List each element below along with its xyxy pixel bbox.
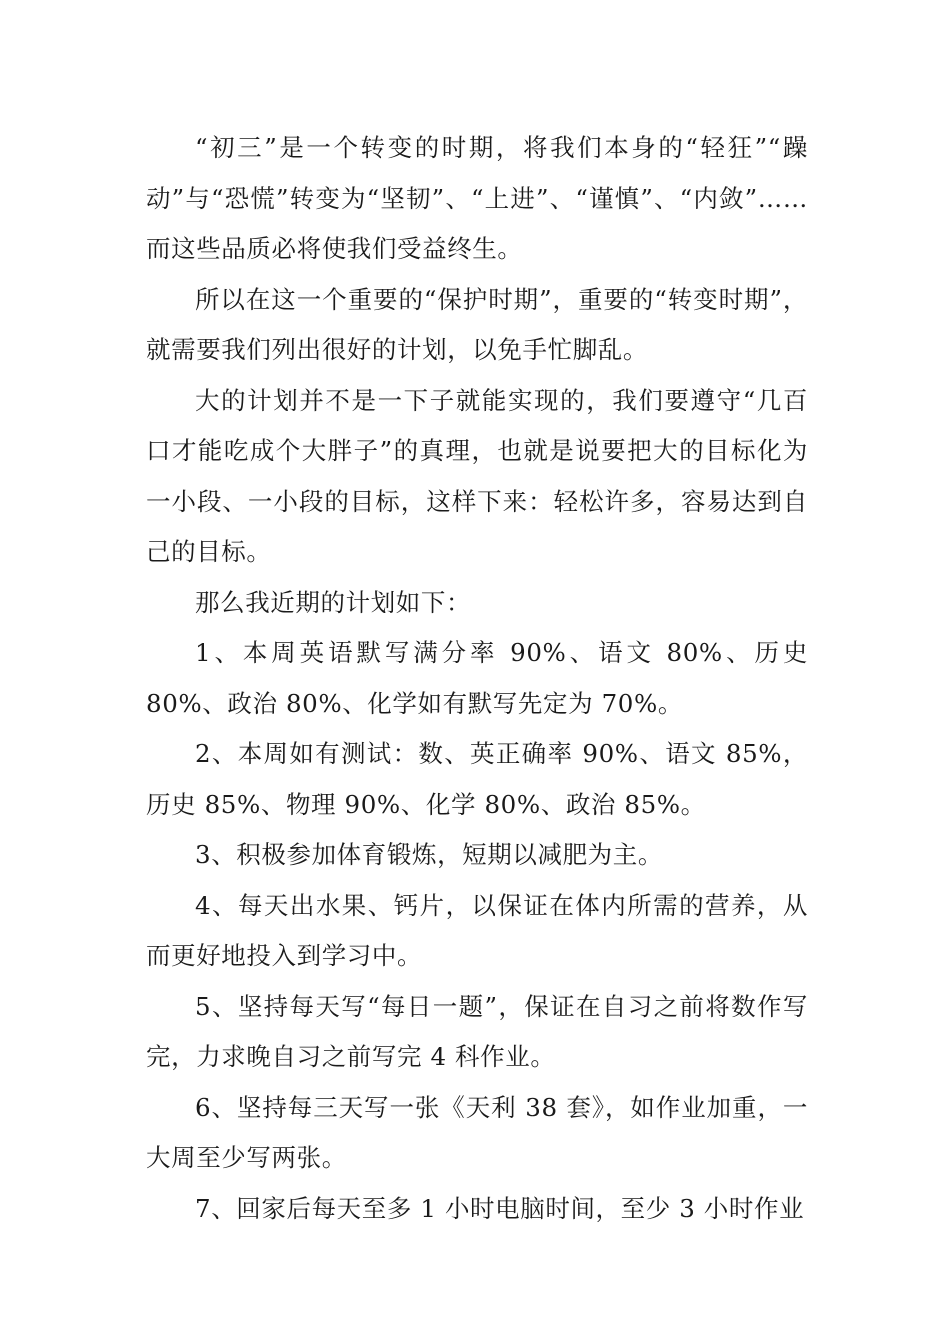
paragraph-protection-period: 所以在这一个重要的“保护时期”，重要的“转变时期”，就需要我们列出很好的计划，以免手忙脚乱。 <box>146 284 808 364</box>
paragraph-intro: “初三”是一个转变的时期，将我们本身的“轻狂”“躁动”与“恐慌”转变为“坚韧”、“上进”、“谨慎”、“内敛”……而这些品质必将使我们受益终生。 <box>146 133 808 263</box>
paragraph-plan-heading: 那么我近期的计划如下： <box>195 587 472 617</box>
paragraph-big-plan: 大的计划并不是一下子就能实现的，我们要遵守“几百口才能吃成个大胖子”的真理，也就是说要把大的目标化为一小段、一小段的目标，这样下来：轻松许多，容易达到自己的目标。 <box>146 385 808 566</box>
list-item-2: 2、本周如有测试：数、英正确率 90%、语文 85%，历史 85%、物理 90%、化学 80%、政治 85%。 <box>146 739 808 819</box>
document-body <box>146 123 808 1234</box>
list-item-5: 5、坚持每天写“每日一题”，保证在自习之前将数作写完，力求晚自习之前写完 4 科作业。 <box>146 991 808 1071</box>
list-item-6: 6、坚持每三天写一张《天利 38 套》，如作业加重，一大周至少写两张。 <box>146 1092 808 1172</box>
list-item-4: 4、每天出水果、钙片，以保证在体内所需的营养，从而更好地投入到学习中。 <box>146 890 808 970</box>
list-item-1: 1、本周英语默写满分率 90%、语文 80%、历史 80%、政治 80%、化学如有默写先定为 70%。 <box>146 638 808 718</box>
list-item-3: 3、积极参加体育锻炼，短期以减肥为主。 <box>195 840 663 869</box>
list-item-7: 7、回家后每天至多 1 小时电脑时间，至少 3 小时作业 <box>195 1193 805 1223</box>
